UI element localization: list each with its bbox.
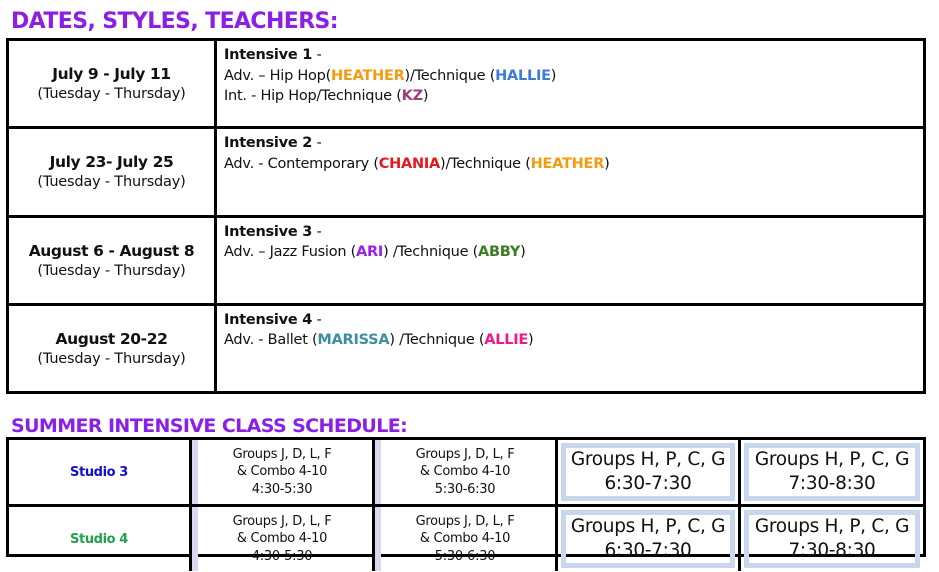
intensive-row (9, 129, 923, 217)
teacher-name: KZ (401, 88, 423, 104)
class-schedule-table (6, 437, 926, 564)
schedule-slot: Groups J, D, L, F & Combo 4-10 4:30-5:30 (192, 440, 375, 504)
schedule-slot: Groups J, D, L, F & Combo 4-10 5:30-6:30 (375, 440, 558, 504)
date-range: July 23- July 25 (49, 153, 174, 172)
class-line: Int. - Hip Hop/Technique (KZ) (224, 88, 429, 104)
date-cell (9, 129, 217, 214)
date-cell (9, 306, 217, 391)
studio-label: Studio 3 (70, 464, 128, 480)
weekday-range: (Tuesday - Thursday) (37, 262, 186, 279)
intensive-title: Intensive 1 - (224, 47, 322, 63)
date-range: July 9 - July 11 (52, 65, 171, 84)
studio-cell (9, 507, 192, 571)
class-line: Adv. – Jazz Fusion (ARI) /Technique (ABBY) (224, 244, 526, 260)
intensive-title: Intensive 2 - (224, 135, 322, 152)
teacher-name: HEATHER (331, 67, 405, 84)
intensive-title: Intensive 3 - (224, 223, 322, 240)
date-cell (9, 218, 217, 303)
studio-row (9, 507, 923, 571)
style-teacher-cell (217, 129, 923, 214)
studio-row (9, 440, 923, 507)
date-range: August 6 - August 8 (28, 241, 195, 260)
teacher-name: ALLIE (484, 332, 529, 349)
schedule-slot: Groups H, P, C, G 6:30-7:30 (558, 440, 741, 504)
weekday-range: (Tuesday - Thursday) (37, 350, 186, 367)
schedule-slot: Groups H, P, C, G 7:30-8:30 (741, 507, 923, 571)
studio-label: Studio 4 (70, 531, 128, 547)
teacher-name: CHANIA (378, 155, 441, 172)
intensive-row (9, 41, 923, 129)
teacher-name: HEATHER (530, 155, 605, 172)
date-cell (9, 41, 217, 126)
intensives-table (6, 38, 926, 394)
weekday-range: (Tuesday - Thursday) (37, 174, 186, 191)
teacher-name: MARISSA (317, 332, 390, 349)
dates-styles-teachers-heading: DATES, STYLES, TEACHERS: (11, 9, 338, 34)
class-schedule-heading: SUMMER INTENSIVE CLASS SCHEDULE: (11, 415, 408, 437)
weekday-range: (Tuesday - Thursday) (37, 86, 186, 103)
style-teacher-cell (217, 41, 923, 126)
intensive-title: Intensive 4 - (224, 311, 322, 328)
teacher-name: ARI (356, 244, 384, 260)
schedule-slot: Groups H, P, C, G 7:30-8:30 (741, 440, 923, 504)
class-line: Adv. - Ballet (MARISSA) /Technique (ALLIE) (224, 332, 534, 349)
schedule-slot: Groups J, D, L, F & Combo 4-10 4:30-5:30 (192, 507, 375, 571)
teacher-name: HALLIE (495, 67, 551, 84)
style-teacher-cell (217, 218, 923, 303)
date-range: August 20-22 (55, 329, 168, 348)
schedule-slot: Groups J, D, L, F & Combo 4-10 5:30-6:30 (375, 507, 558, 571)
style-teacher-cell (217, 306, 923, 391)
teacher-name: ABBY (478, 244, 521, 260)
intensive-row (9, 306, 923, 391)
studio-cell (9, 440, 192, 504)
class-line: Adv. – Hip Hop(HEATHER)/Technique (HALLIE) (224, 67, 557, 84)
intensive-row (9, 218, 923, 306)
schedule-slot: Groups H, P, C, G 6:30-7:30 (558, 507, 741, 571)
class-line: Adv. - Contemporary (CHANIA)/Technique (HEATHER) (224, 155, 610, 172)
